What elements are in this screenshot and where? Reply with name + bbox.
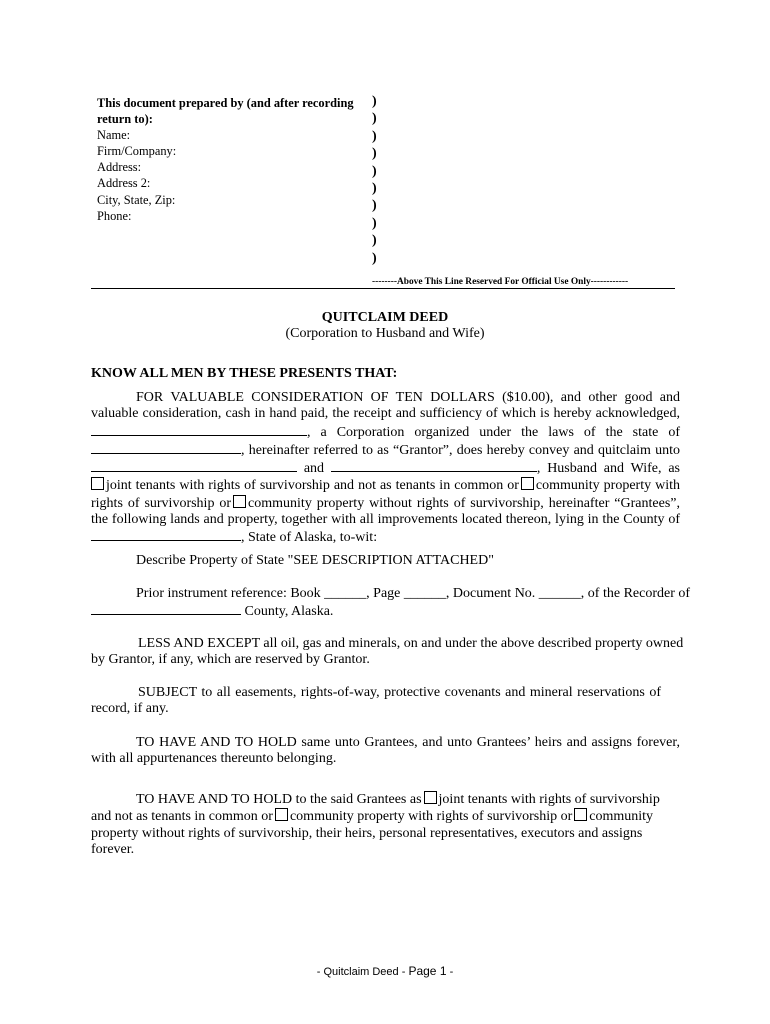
paren: ) (372, 146, 377, 162)
consideration-line: the following lands and property, together with all improvements located thereon, lying in the County of (91, 512, 680, 528)
joint-tenants-checkbox[interactable] (91, 477, 104, 490)
joint-tenants-text: joint tenants with rights of survivorship and not as tenants in common or (106, 478, 519, 494)
state-of-alaska-clause: , State of Alaska, to-wit: (241, 530, 378, 546)
habendum-paragraph (91, 735, 680, 768)
address2-field-label: Address 2: (97, 176, 151, 191)
corporation-name-blank[interactable] (91, 423, 307, 436)
consideration-line (91, 441, 680, 459)
phone-field-label: Phone: (97, 208, 132, 223)
recording-divider (91, 288, 675, 289)
subject-line: SUBJECT to all easements, rights-of-way, protective covenants and mineral reservations of (138, 685, 661, 700)
prior-instrument-line (91, 602, 680, 620)
grantor-clause: , hereinafter referred to as “Grantor”, does hereby convey and quitclaim unto (241, 442, 680, 458)
paren: ) (372, 233, 377, 249)
footer-document-name: - Quitclaim Deed - (316, 966, 406, 978)
less-except-line: by Grantor, if any, which are reserved by Grantor. (91, 652, 370, 668)
page-number: Page 1 (408, 964, 447, 978)
firm-field-label: Firm/Company: (97, 144, 177, 159)
wife-name-blank[interactable] (331, 459, 537, 472)
return-to-label: return to): (97, 112, 153, 127)
prior-instrument-line: Prior instrument reference: Book ______, Page ______, Document No. ______, of the Recorder of (136, 586, 691, 601)
habendum-tenancy-line (91, 808, 664, 825)
property-description-line: Describe Property of State "SEE DESCRIPTION ATTACHED" (136, 553, 494, 568)
joint-tenants-text: joint tenants with rights of survivorship (438, 792, 660, 807)
habendum-tenancy-line (91, 791, 664, 808)
document-subtitle: (Corporation to Husband and Wife) (285, 326, 485, 341)
paren: ) (372, 198, 377, 214)
consideration-line: valuable consideration, cash in hand paid, the receipt and sufficiency of which is hereby acknowledged, (91, 406, 680, 422)
habendum-tenancy-line: property without rights of survivorship, their heirs, personal representatives, executors and assigns (91, 825, 643, 841)
consideration-line: FOR VALUABLE CONSIDERATION OF TEN DOLLARS ($10.00), and other good and (136, 390, 680, 405)
habendum-line: with all appurtenances thereunto belonging. (91, 751, 337, 767)
survivorship-text: rights of survivorship or (91, 495, 232, 511)
and-word: and (303, 461, 325, 477)
corporation-clause: , a Corporation organized under the laws of the state of (307, 424, 680, 440)
grantees-clause: community property without rights of survivorship, hereinafter “Grantees”, (248, 495, 680, 511)
subject-line: record, if any. (91, 701, 169, 717)
consideration-paragraph (91, 390, 680, 547)
footer-dash: - (449, 966, 454, 978)
habendum-tenancy-line: forever. (91, 841, 135, 857)
paren: ) (372, 111, 377, 127)
less-and-except-paragraph (91, 636, 684, 669)
community-property-with-survivorship-checkbox[interactable] (521, 477, 534, 490)
prior-instrument-paragraph (91, 586, 691, 621)
consideration-line (91, 495, 680, 512)
paren: ) (372, 128, 377, 144)
consideration-line (91, 459, 680, 477)
preparer-block (97, 95, 372, 224)
habendum-joint-tenants-checkbox[interactable] (424, 791, 437, 804)
recorder-county-blank[interactable] (91, 602, 241, 615)
page-footer (0, 964, 770, 978)
prepared-by-label: This document prepared by (and after recording (97, 96, 354, 110)
paren-column (372, 93, 377, 267)
habendum-line: TO HAVE AND TO HOLD same unto Grantees, and unto Grantees’ heirs and assigns forever, (136, 735, 680, 750)
county-blank[interactable] (91, 528, 241, 541)
subject-to-paragraph (91, 685, 661, 718)
consideration-line (91, 528, 680, 546)
community-text: community (589, 809, 654, 825)
county-alaska-text: County, Alaska. (244, 604, 334, 620)
paren: ) (372, 181, 377, 197)
paren: ) (372, 215, 377, 231)
community-property-without-survivorship-checkbox[interactable] (233, 495, 246, 508)
tenants-in-common-text: and not as tenants in common or (91, 809, 273, 825)
reserved-line-text: --------Above This Line Reserved For Official Use Only------------ (372, 277, 629, 287)
less-except-line: LESS AND EXCEPT all oil, gas and minerals, on and under the above described property owned (138, 636, 684, 651)
habendum-tenancy-paragraph (91, 791, 664, 858)
community-property-text: community property with (535, 478, 681, 494)
paren: ) (372, 163, 377, 179)
document-title: QUITCLAIM DEED (321, 310, 449, 325)
community-with-survivorship-text: community property with rights of survivorship or (289, 809, 573, 825)
habendum-lead-text: TO HAVE AND TO HOLD to the said Grantees as (136, 792, 422, 807)
habendum-community-with-survivorship-checkbox[interactable] (275, 808, 288, 821)
consideration-line (91, 477, 680, 494)
habendum-community-without-survivorship-checkbox[interactable] (574, 808, 587, 821)
husband-name-blank[interactable] (91, 459, 297, 472)
husband-wife-clause: , Husband and Wife, as (536, 461, 680, 477)
paren: ) (372, 94, 377, 109)
paren: ) (372, 250, 377, 266)
state-blank[interactable] (91, 441, 241, 454)
know-all-heading: KNOW ALL MEN BY THESE PRESENTS THAT: (91, 366, 398, 381)
city-state-zip-field-label: City, State, Zip: (97, 192, 176, 207)
address-field-label: Address: (97, 160, 142, 175)
consideration-line (91, 423, 680, 441)
name-field-label: Name: (97, 128, 131, 143)
